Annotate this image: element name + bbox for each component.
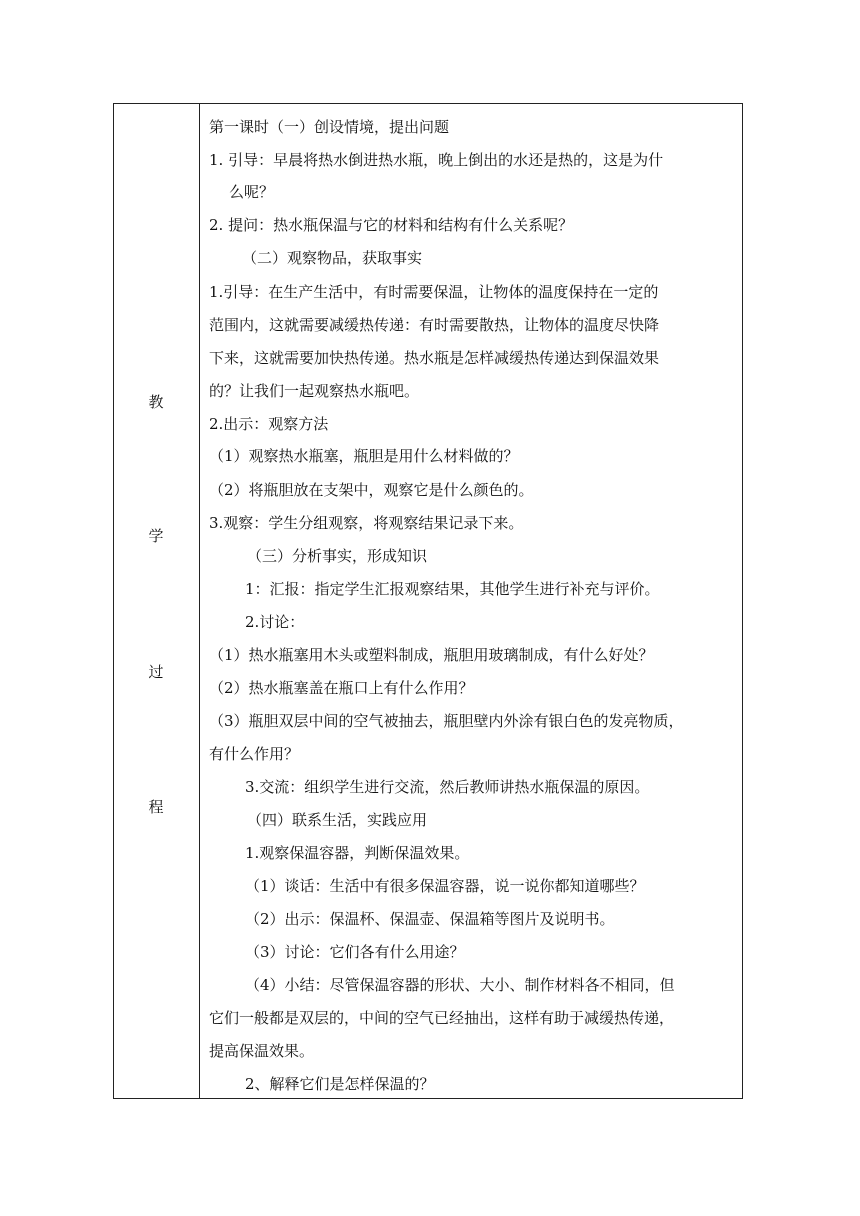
side-label-xue: 学 bbox=[148, 527, 164, 545]
content-line: 1. 引导：早晨将热水倒进热水瓶，晚上倒出的水还是热的，这是为什 bbox=[209, 151, 664, 169]
side-label-guo: 过 bbox=[148, 663, 164, 681]
content-line: （3）瓶胆双层中间的空气被抽去，瓶胆壁内外涂有银白色的发亮物质， bbox=[209, 712, 684, 730]
content-line: 提高保温效果。 bbox=[209, 1042, 315, 1060]
content-line: 2.讨论： bbox=[245, 613, 305, 631]
content-line: （4）小结：尽管保温容器的形状、大小、制作材料各不相同，但 bbox=[245, 976, 675, 994]
section-heading-2: （二）观察物品，获取事实 bbox=[242, 249, 423, 267]
content-line: （2）出示：保温杯、保温壶、保温箱等图片及说明书。 bbox=[245, 910, 615, 928]
content-line: （2）热水瓶塞盖在瓶口上有什么作用？ bbox=[209, 679, 474, 697]
content-line: （3）讨论：它们各有什么用途？ bbox=[245, 943, 465, 961]
content-line: （1）观察热水瓶塞，瓶胆是用什么材料做的？ bbox=[209, 447, 519, 465]
content-line: 2.出示：观察方法 bbox=[209, 415, 329, 433]
content-line: 3.交流：组织学生进行交流，然后教师讲热水瓶保温的原因。 bbox=[245, 778, 650, 796]
side-label-cheng: 程 bbox=[148, 798, 164, 816]
content-line: 范围内，这就需要减缓热传递：有时需要散热，让物体的温度尽快降 bbox=[209, 316, 660, 334]
content-line: 的？让我们一起观察热水瓶吧。 bbox=[209, 382, 420, 400]
content-line: 么呢？ bbox=[229, 183, 275, 201]
content-line: 1.引导：在生产生活中，有时需要保温，让物体的温度保持在一定的 bbox=[209, 283, 659, 301]
content-line: 3.观察：学生分组观察，将观察结果记录下来。 bbox=[209, 514, 524, 532]
section-heading-1: 第一课时（一）创设情境，提出问题 bbox=[209, 118, 450, 136]
section-heading-4: （四）联系生活，实践应用 bbox=[247, 811, 428, 829]
content-line: 下来，这就需要加快热传递。热水瓶是怎样减缓热传递达到保温效果 bbox=[209, 349, 660, 367]
content-line: 它们一般都是双层的，中间的空气已经抽出，这样有助于减缓热传递， bbox=[209, 1009, 675, 1027]
section-heading-3: （三）分析事实，形成知识 bbox=[247, 547, 428, 565]
side-label-jiao: 教 bbox=[148, 393, 164, 411]
content-line: （1）热水瓶塞用木头或塑料制成，瓶胆用玻璃制成，有什么好处？ bbox=[209, 646, 654, 664]
content-line: （2）将瓶胆放在支架中，观察它是什么颜色的。 bbox=[209, 481, 534, 499]
content-line: 有什么作用？ bbox=[209, 745, 300, 763]
content-line: 2. 提问：热水瓶保温与它的材料和结构有什么关系呢？ bbox=[209, 216, 574, 234]
content-line: （1）谈话：生活中有很多保温容器，说一说你都知道哪些？ bbox=[245, 877, 645, 895]
content-line: 1.观察保温容器，判断保温效果。 bbox=[245, 844, 470, 862]
content-line: 2、解释它们是怎样保温的？ bbox=[245, 1075, 435, 1093]
content-line: 1：汇报：指定学生汇报观察结果，其他学生进行补充与评价。 bbox=[245, 580, 660, 598]
column-divider bbox=[199, 103, 200, 1099]
